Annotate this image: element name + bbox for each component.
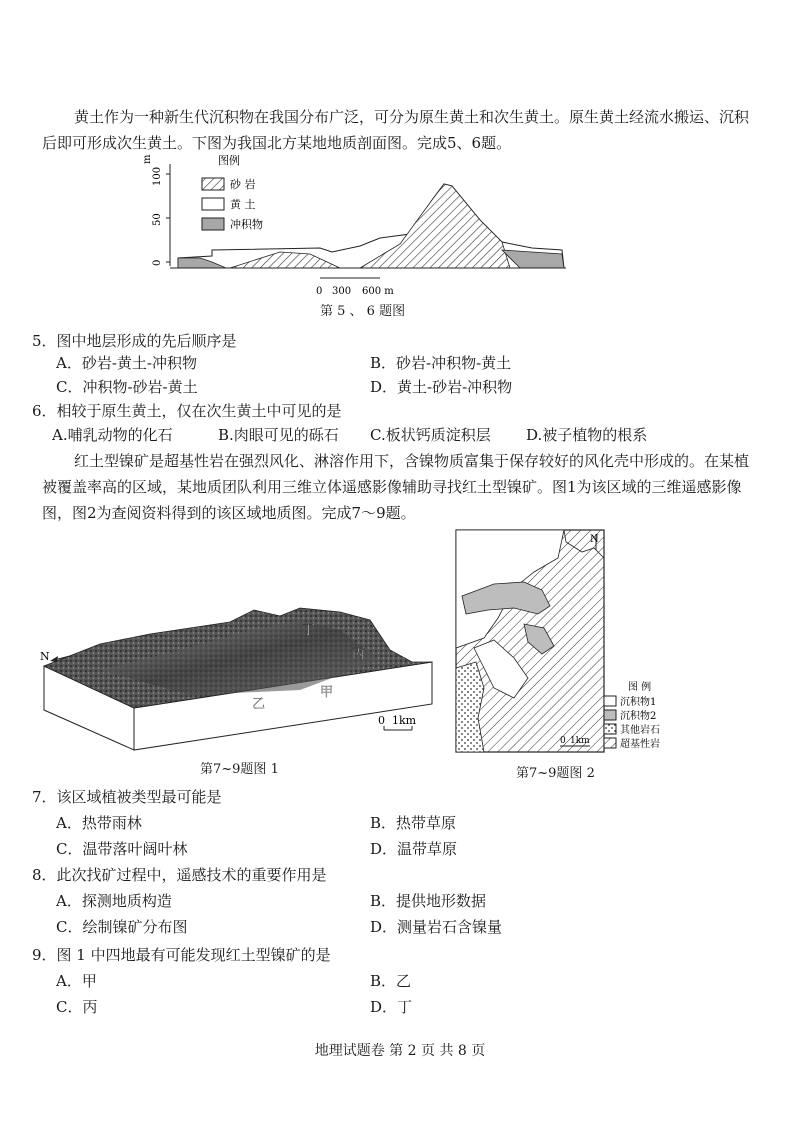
question-9-stem: 9．图 1 中四地最有可能发现红土型镍矿的是 [32,946,331,964]
figure-2-caption: 第7~9题图 2 [516,766,595,781]
fig2-legend-other-rock: 其他岩石 [620,725,660,736]
q9-option-a[interactable]: A．甲 [56,972,97,990]
fig1-scale-0: 0 [378,714,385,727]
fig2-scale-0: 0 [560,736,566,746]
q8-option-d[interactable]: D．测量岩石含镍量 [370,918,503,936]
q9-option-d[interactable]: D．丁 [370,998,413,1016]
label-ding: 丁 [302,623,316,638]
figure-56-caption: 第 5 、 6 题图 [320,304,406,319]
q9-option-c[interactable]: C．丙 [56,998,98,1016]
fig2-legend-sediment2: 沉积物2 [620,711,657,722]
y-tick-100: 100 [152,166,163,186]
label-jia: 甲 [320,685,334,700]
q5-option-c[interactable]: C．冲积物-砂岩-黄土 [56,378,198,396]
geologic-map-figure [454,528,704,756]
q6-option-d[interactable]: D.被子植物的根系 [526,426,648,444]
remote-sensing-3d-figure [40,600,440,760]
q5-option-a[interactable]: A．砂岩-黄土-冲积物 [56,354,197,372]
fig2-scale-1km: 1km [570,736,590,746]
y-unit: m [142,154,153,164]
q7-option-a[interactable]: A．热带雨林 [56,814,142,832]
legend-title: 图例 [218,154,240,167]
question-7-stem: 7．该区域植被类型最可能是 [32,788,222,806]
question-5-stem: 5．图中地层形成的先后顺序是 [32,332,237,350]
question-6-stem: 6．相较于原生黄土，仅在次生黄土中可见的是 [32,402,342,420]
label-yi: 乙 [252,697,266,712]
fig2-legend-sediment1: 沉积物1 [620,697,657,708]
q6-option-c[interactable]: C.板状钙质淀积层 [370,426,491,444]
legend-sandstone-swatch [202,178,224,190]
fig2-legend-title: 图 例 [628,682,652,693]
fig1-scale-1km: 1km [392,714,417,727]
q6-option-b[interactable]: B.肉眼可见的砾石 [218,426,339,444]
figure-1-caption: 第7~9题图 1 [200,762,279,777]
legend-sandstone: 砂 岩 [230,178,256,191]
q5-option-d[interactable]: D．黄土-砂岩-冲积物 [370,378,513,396]
q8-option-c[interactable]: C．绘制镍矿分布图 [56,918,188,936]
legend-loess-swatch [202,198,224,210]
q7-option-d[interactable]: D．温带草原 [370,840,458,858]
north-label-fig1: N [40,650,50,663]
scale-0: 0 [316,286,323,297]
q8-option-b[interactable]: B．提供地形数据 [370,892,487,910]
legend-alluvium: 冲积物 [230,218,263,231]
intro-paragraph-7-9: 红土型镍矿是超基性岩在强烈风化、淋溶作用下，含镍物质富集于保存较好的风化壳中形成的。在某植被覆盖率高的区域，某地质团队利用三维立体遥感影像辅助寻找红土型镍矿。图1为该区域的三维遥感影像图，图2为查阅资料得到的该区域地质图。完成7～9题。 [42,452,750,522]
fig2-legend-ultrabasic: 超基性岩 [620,739,660,750]
sandstone-peak [360,184,510,268]
q7-option-b[interactable]: B．热带草原 [370,814,457,832]
intro-paragraph-5-6: 黄土作为一种新生代沉积物在我国分布广泛，可分为原生黄土和次生黄土。原生黄土经流水搬运、沉积后即可形成次生黄土。下图为我国北方某地地质剖面图。完成5、6题。 [42,108,750,152]
other-rock-area [456,662,484,752]
y-tick-50: 50 [152,213,163,226]
question-8-stem: 8．此次找矿过程中，遥感技术的重要作用是 [32,866,327,884]
legend-alluvium-swatch [202,218,224,230]
label-bing: 丙 [352,647,366,662]
scale-300: 300 [332,286,352,297]
y-tick-0: 0 [152,259,163,266]
north-label-fig2: N [590,534,599,545]
q8-option-a[interactable]: A．探测地质构造 [56,892,172,910]
geologic-profile-figure [140,150,580,300]
scale-600: 600 m [362,286,394,297]
q5-option-b[interactable]: B．砂岩-冲积物-黄土 [370,354,512,372]
page-footer: 地理试题卷 第 2 页 共 8 页 [314,1043,486,1059]
q7-option-c[interactable]: C．温带落叶阔叶林 [56,840,188,858]
q6-option-a[interactable]: A.哺乳动物的化石 [52,426,173,444]
legend-loess: 黄 土 [230,198,256,211]
q9-option-b[interactable]: B．乙 [370,972,412,990]
